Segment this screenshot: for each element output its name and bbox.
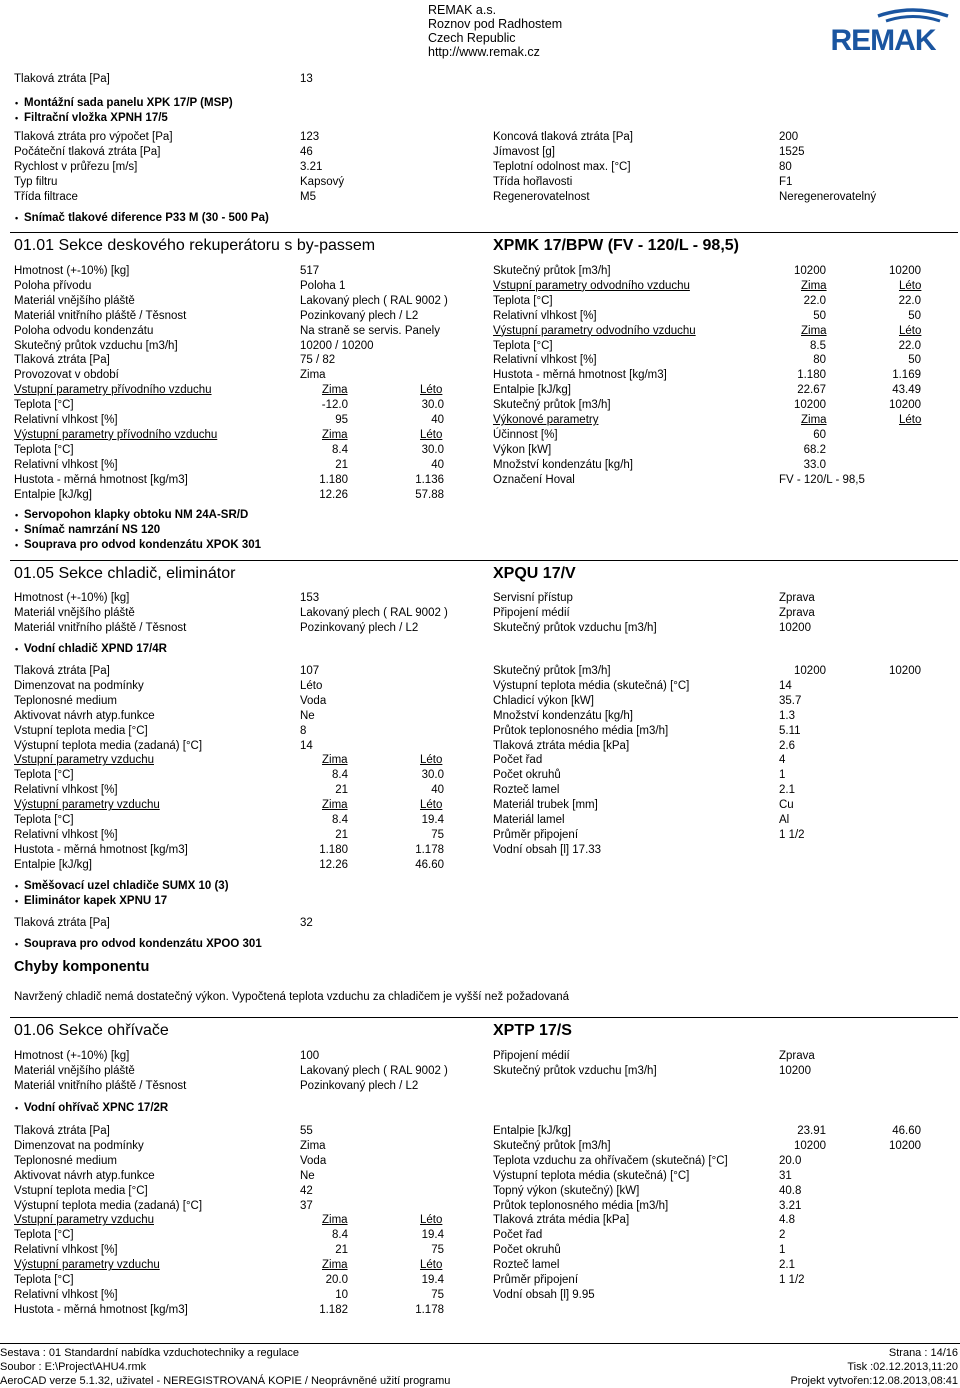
param-label: Materiál vnějšího pláště <box>14 606 135 619</box>
param-value: Poloha 1 <box>300 279 346 292</box>
filter-item: • Filtrační vložka XPNH 17/5 <box>24 111 168 125</box>
param-label: Průměr připojení <box>493 828 579 841</box>
summer-value: 19.4 <box>421 1274 444 1286</box>
winter-header: Zima <box>322 754 348 767</box>
summer-value: 22.0 <box>898 294 921 307</box>
filter-item: • Montážní sada panelu XPK 17/P (MSP) <box>24 96 233 110</box>
param-label: Skutečný průtok vzduchu [m3/h] <box>493 621 657 634</box>
summer-value: 19.4 <box>421 814 444 826</box>
summer-value: 75 <box>431 1288 444 1301</box>
footer-version: AeroCAD verze 5.1.32, uživatel - NEREGISTROVANÁ KOPIE / Neoprávněné užití programu <box>0 1375 451 1387</box>
param-label: Teplota [°C] <box>14 814 74 826</box>
param-value: 2.1 <box>779 1259 795 1272</box>
winter-value: 68.2 <box>803 443 826 456</box>
winter-value: 21 <box>335 828 348 841</box>
param-label: Vstupní teplota media [°C] <box>14 1184 148 1197</box>
param-value: 153 <box>300 592 320 604</box>
param-label: Provozovat v období <box>14 369 119 382</box>
param-value: 4.8 <box>779 1214 795 1227</box>
winter-header: Zima <box>322 384 348 397</box>
param-label: Počet okruhů <box>493 769 561 782</box>
param-value: 42 <box>300 1184 313 1197</box>
param-label: Vstupní teplota media [°C] <box>14 724 148 737</box>
param-value: 1.3 <box>779 709 795 722</box>
param-label: Teplota [°C] <box>14 769 74 782</box>
param-label: Materiál vnějšího pláště <box>14 294 135 307</box>
summer-value: 40 <box>431 458 444 471</box>
winter-value: 10200 <box>794 265 826 277</box>
param-value: 1 1/2 <box>779 1274 805 1286</box>
param-value: 75 / 82 <box>300 354 336 367</box>
param-value: 35.7 <box>779 694 802 707</box>
summer-value: 1.178 <box>415 1303 444 1316</box>
param-label: Teplota [°C] <box>493 339 553 352</box>
param-value: 10200 <box>779 621 811 634</box>
filter-param-label-2: Koncová tlaková ztráta [Pa] <box>493 131 633 143</box>
summer-value: 1.136 <box>415 473 444 486</box>
section-recuperator-title: 01.01 Sekce deskového rekuperátoru s by-passem <box>14 237 376 254</box>
param-value: Zprava <box>779 1050 815 1062</box>
cooler-item: • Vodní chladič XPND 17/4R <box>24 642 167 656</box>
winter-value: 95 <box>335 414 348 426</box>
winter-value: 22.67 <box>797 384 826 397</box>
param-value: 1 <box>779 1244 786 1257</box>
error-title: Chyby komponentu <box>14 959 150 975</box>
winter-value: -12.0 <box>321 399 348 412</box>
param-label: Hmotnost (+-10%) [kg] <box>14 1050 130 1062</box>
winter-header: Zima <box>322 799 348 812</box>
filter-param-label-2: Teplotní odolnost max. [°C] <box>493 160 631 173</box>
summer-header: Léto <box>899 324 922 337</box>
summer-value: 75 <box>431 1244 444 1257</box>
filter-param-value-2: F1 <box>779 175 793 188</box>
accessory-item: • Souprava pro odvod kondenzátu XPOO 301 <box>24 937 262 951</box>
logo-text: REMAK <box>830 24 936 54</box>
summer-value: 50 <box>908 354 921 367</box>
summer-header: Léto <box>420 428 443 441</box>
accessory-item: • Souprava pro odvod kondenzátu XPOK 301 <box>24 538 261 552</box>
param-label: Hustota - měrná hmotnost [kg/m3] <box>14 843 188 856</box>
param-label: Materiál vnějšího pláště <box>14 1064 135 1077</box>
filter-param-label: Typ filtru <box>14 175 58 188</box>
param-label: Relativní vlhkost [%] <box>14 414 118 426</box>
param-label: Skutečný průtok [m3/h] <box>493 665 611 677</box>
param-value: 517 <box>300 265 320 277</box>
param-value: 3.21 <box>779 1199 802 1212</box>
param-value: Pozinkovaný plech / L2 <box>300 1079 419 1092</box>
param-label: Skutečný průtok [m3/h] <box>493 1139 611 1152</box>
filter-param-value: 123 <box>300 131 320 143</box>
param-value: 8 <box>300 724 307 737</box>
param-label: Materiál lamel <box>493 814 565 826</box>
winter-value: 8.4 <box>332 814 348 826</box>
filter-param-label: Třída filtrace <box>14 190 78 203</box>
footer-page: Strana : 14/16 <box>888 1347 958 1359</box>
param-label: Množství kondenzátu [kg/h] <box>493 709 633 722</box>
param-value: Na straně se servis. Panely <box>300 324 440 337</box>
param-label: Teplota [°C] <box>493 294 553 307</box>
param-value: 2.1 <box>779 784 795 797</box>
param-label: Průtok teplonosného média [m3/h] <box>493 1199 669 1212</box>
company-name: REMAK a.s. <box>428 3 497 17</box>
param-value: Lakovaný plech ( RAL 9002 ) <box>300 294 448 307</box>
filter-param-label-2: Regenerovatelnost <box>493 190 590 203</box>
winter-value: 10200 <box>794 399 826 412</box>
param-label: Hustota - měrná hmotnost [kg/m3] <box>14 473 188 486</box>
summer-value: 30.0 <box>421 399 444 412</box>
summer-value: 50 <box>908 309 921 322</box>
accessory-item: • Směšovací uzel chladiče SUMX 10 (3) <box>24 879 229 893</box>
param-label: Relativní vlhkost [%] <box>493 354 597 367</box>
param-label: Entalpie [kJ/kg] <box>14 488 92 501</box>
param-value: Lakovaný plech ( RAL 9002 ) <box>300 1064 448 1077</box>
group-header: Vstupní parametry vzduchu <box>14 754 154 767</box>
param-value: 10200 / 10200 <box>300 339 374 352</box>
eliminator-pressure-label: Tlaková ztráta [Pa] <box>14 917 110 929</box>
summer-value: 30.0 <box>421 443 444 456</box>
param-value: Ne <box>300 709 315 722</box>
summer-value: 1.169 <box>892 369 921 382</box>
param-value: 4 <box>779 754 786 767</box>
param-label: Topný výkon (skutečný) [kW] <box>493 1184 640 1197</box>
group-header: Výstupní parametry vzduchu <box>14 1259 160 1272</box>
filter-param-value-2: 1525 <box>779 145 805 158</box>
filter-param-value-2: 80 <box>779 160 792 173</box>
param-label: Relativní vlhkost [%] <box>14 1288 118 1301</box>
winter-header: Zima <box>801 279 827 292</box>
accessory-item: • Snímač namrzání NS 120 <box>24 523 160 537</box>
winter-value: 50 <box>813 309 826 322</box>
sensor-item: • Snímač tlakové diference P33 M (30 - 500 Pa) <box>24 211 269 225</box>
group-header: Vstupní parametry vzduchu <box>14 1214 154 1227</box>
winter-header: Zima <box>322 1259 348 1272</box>
param-value: 14 <box>300 739 313 752</box>
param-label: Výkon [kW] <box>493 443 552 456</box>
param-value-2: 10200 <box>889 665 921 677</box>
winter-value: 21 <box>335 1244 348 1257</box>
param-label: Hustota - měrná hmotnost [kg/m3] <box>14 1303 188 1316</box>
param-label: Dimenzovat na podmínky <box>14 679 144 692</box>
param-value: 37 <box>300 1199 313 1212</box>
param-value: 100 <box>300 1050 320 1062</box>
winter-value: 8.4 <box>332 1229 348 1242</box>
param-value: Ne <box>300 1169 315 1182</box>
summer-header: Léto <box>899 279 922 292</box>
param-value-2: 46.60 <box>892 1125 921 1137</box>
filter-pressure-label: Tlaková ztráta [Pa] <box>14 73 110 85</box>
param-value: Pozinkovaný plech / L2 <box>300 621 419 634</box>
param-label: Výstupní teplota média (skutečná) [°C] <box>493 679 690 692</box>
param-label: Skutečný průtok vzduchu [m3/h] <box>493 1064 657 1077</box>
param-label: Teplota [°C] <box>14 443 74 456</box>
company-city: Roznov pod Radhostem <box>428 17 563 31</box>
summer-header: Léto <box>420 384 443 397</box>
footer <box>0 1343 960 1387</box>
param-label: Množství kondenzátu [kg/h] <box>493 458 633 471</box>
winter-value: 60 <box>813 428 826 441</box>
company-web[interactable]: http://www.remak.cz <box>428 45 540 59</box>
param-label: Relativní vlhkost [%] <box>14 458 118 471</box>
section-cooler-code: XPQU 17/V <box>493 565 576 582</box>
param-label: Teplota [°C] <box>14 1274 74 1286</box>
param-label: Hmotnost (+-10%) [kg] <box>14 265 130 277</box>
param-label: Tlaková ztráta [Pa] <box>14 1125 110 1137</box>
param-label: Účinnost [%] <box>493 428 558 441</box>
winter-value: 21 <box>335 784 348 797</box>
winter-value: 12.26 <box>319 858 348 871</box>
winter-value: 1.180 <box>319 473 348 486</box>
accessory-item: • Eliminátor kapek XPNU 17 <box>24 894 167 908</box>
filter-pressure-value: 13 <box>300 73 313 85</box>
param-label: Poloha odvodu kondenzátu <box>14 324 154 337</box>
param-value: Pozinkovaný plech / L2 <box>300 309 419 322</box>
param-label: Teplonosné medium <box>14 1154 117 1167</box>
summer-value: 40 <box>431 784 444 797</box>
param-value: Zima <box>300 369 326 382</box>
summer-value: 1.178 <box>415 843 444 856</box>
param-label: Tlaková ztráta [Pa] <box>14 354 110 367</box>
param-label: Počet řad <box>493 1229 543 1242</box>
filter-param-value: 46 <box>300 145 313 158</box>
param-label: Výstupní parametry odvodního vzduchu <box>493 324 696 337</box>
param-label: Aktivovat návrh atyp.funkce <box>14 709 155 722</box>
param-label: Teplota [°C] <box>14 1229 74 1242</box>
param-label: Entalpie [kJ/kg] <box>493 1125 571 1137</box>
winter-value: 1.180 <box>319 843 348 856</box>
param-label: Hustota - měrná hmotnost [kg/m3] <box>493 369 667 382</box>
summer-value: 10200 <box>889 399 921 412</box>
param-label: Materiál vnitřního pláště / Těsnost <box>14 1079 187 1092</box>
param-value: Lakovaný plech ( RAL 9002 ) <box>300 606 448 619</box>
param-label: Poloha přívodu <box>14 279 92 292</box>
summer-header: Léto <box>420 1259 443 1272</box>
param-label: Tlaková ztráta média [kPa] <box>493 1214 630 1227</box>
param-value-2: 10200 <box>889 1139 921 1152</box>
winter-value: 33.0 <box>803 458 826 471</box>
winter-value: 8.4 <box>332 769 348 782</box>
summer-value: 22.0 <box>898 339 921 352</box>
filter-param-value-2: Neregenerovatelný <box>779 190 877 203</box>
param-label: Teplota [°C] <box>14 399 74 412</box>
param-label: Dimenzovat na podmínky <box>14 1139 144 1152</box>
param-value: 31 <box>779 1169 792 1182</box>
section-recuperator-code: XPMK 17/BPW (FV - 120/L - 98,5) <box>493 237 739 254</box>
param-value: Zprava <box>779 592 815 604</box>
param-value: 40.8 <box>779 1184 802 1197</box>
summer-value: 19.4 <box>421 1229 444 1242</box>
param-label: Připojení médií <box>493 606 570 619</box>
param-value: Zima <box>300 1139 326 1152</box>
param-value: Cu <box>779 799 794 812</box>
param-value: Léto <box>300 679 323 692</box>
param-label: Rozteč lamel <box>493 1259 560 1272</box>
param-value: Zprava <box>779 606 815 619</box>
winter-value: 8.4 <box>332 443 348 456</box>
param-label: Skutečný průtok [m3/h] <box>493 399 611 412</box>
param-label: Tlaková ztráta média [kPa] <box>493 739 630 752</box>
param-label: Tlaková ztráta [Pa] <box>14 665 110 677</box>
footer-assembly: Sestava : 01 Standardní nabídka vzduchotechniky a regulace <box>0 1347 300 1359</box>
summer-value: 30.0 <box>421 769 444 782</box>
param-label: Relativní vlhkost [%] <box>14 784 118 797</box>
filter-param-label-2: Jímavost [g] <box>493 145 555 158</box>
winter-value: 10 <box>335 1288 348 1301</box>
param-label: Výkonové parametry <box>493 414 599 426</box>
param-label: Výstupní teplota média (skutečná) [°C] <box>493 1169 690 1182</box>
winter-value: 1.182 <box>319 1303 348 1316</box>
filter-param-value: 3.21 <box>300 160 323 173</box>
winter-value: 22.0 <box>803 294 826 307</box>
param-value: Voda <box>300 1154 327 1167</box>
param-label: Vstupní parametry odvodního vzduchu <box>493 279 690 292</box>
winter-value: 20.0 <box>325 1274 348 1286</box>
param-label: Entalpie [kJ/kg] <box>493 384 571 397</box>
footer-print-date: Tisk :02.12.2013,11:20 <box>847 1361 958 1373</box>
param-value: 2 <box>779 1229 786 1242</box>
winter-header: Zima <box>322 1214 348 1227</box>
param-label: Chladicí výkon [kW] <box>493 694 594 707</box>
param-label: Vodní obsah [l] 9.95 <box>493 1288 595 1301</box>
section-cooler-title: 01.05 Sekce chladič, eliminátor <box>14 565 236 582</box>
param-label: Počet okruhů <box>493 1244 561 1257</box>
footer-file: Soubor : E:\Project\AHU4.rmk <box>0 1361 147 1373</box>
summer-header: Léto <box>420 754 443 767</box>
param-label: Entalpie [kJ/kg] <box>14 858 92 871</box>
summer-value: 40 <box>431 414 444 426</box>
param-value: 55 <box>300 1125 313 1137</box>
summer-header: Léto <box>899 414 922 426</box>
winter-value: 80 <box>813 354 826 367</box>
filter-param-value-2: 200 <box>779 131 799 143</box>
param-value: 10200 <box>794 1139 826 1152</box>
param-label: Připojení médií <box>493 1050 570 1062</box>
filter-param-value: Kapsový <box>300 175 345 188</box>
param-label: Hmotnost (+-10%) [kg] <box>14 592 130 604</box>
param-label: Materiál trubek [mm] <box>493 799 598 812</box>
param-value: Al <box>779 814 790 826</box>
param-value: 14 <box>779 679 792 692</box>
winter-header: Zima <box>322 428 348 441</box>
winter-value: 12.26 <box>319 488 348 501</box>
param-label: Relativní vlhkost [%] <box>493 309 597 322</box>
param-value: Voda <box>300 694 327 707</box>
filter-param-label: Počáteční tlaková ztráta [Pa] <box>14 145 161 158</box>
param-label: Rozteč lamel <box>493 784 560 797</box>
param-label: Teplonosné medium <box>14 694 117 707</box>
param-label: Relativní vlhkost [%] <box>14 828 118 841</box>
param-label: Skutečný průtok vzduchu [m3/h] <box>14 339 178 352</box>
heater-item: • Vodní ohřívač XPNC 17/2R <box>24 1101 168 1115</box>
filter-param-value: M5 <box>300 190 316 203</box>
param-value: 5.11 <box>779 724 801 737</box>
section-heater-title: 01.06 Sekce ohřívače <box>14 1022 169 1039</box>
footer-created: Projekt vytvořen:12.08.2013,08:41 <box>790 1375 958 1387</box>
filter-param-label: Rychlost v průřezu [m/s] <box>14 160 138 173</box>
summer-header: Léto <box>420 1214 443 1227</box>
company-country: Czech Republic <box>428 31 516 45</box>
winter-value: 8.5 <box>810 339 826 352</box>
param-label: Vodní obsah [l] 17.33 <box>493 843 602 856</box>
remak-logo <box>808 6 958 54</box>
filter-param-label-2: Třída hořlavosti <box>493 175 573 188</box>
param-value: 1 <box>779 769 786 782</box>
summer-value: 10200 <box>889 265 921 277</box>
param-value: 20.0 <box>779 1154 802 1167</box>
param-label: Průměr připojení <box>493 1274 579 1286</box>
param-value: 23.91 <box>797 1125 826 1137</box>
param-label: Aktivovat návrh atyp.funkce <box>14 1169 155 1182</box>
param-label: Počet řad <box>493 754 543 767</box>
param-value: 1 1/2 <box>779 828 805 841</box>
param-label: Materiál vnitřního pláště / Těsnost <box>14 621 187 634</box>
param-label: Průtok teplonosného média [m3/h] <box>493 724 669 737</box>
summer-header: Léto <box>420 799 443 812</box>
accessory-item: • Servopohon klapky obtoku NM 24A-SR/D <box>24 508 248 522</box>
winter-value: 1.180 <box>797 369 826 382</box>
summer-value: 43.49 <box>892 384 921 397</box>
param-label: Teplota vzduchu za ohřívačem (skutečná) [°C] <box>493 1154 728 1167</box>
group-header: Výstupní parametry vzduchu <box>14 799 160 812</box>
eliminator-pressure-value: 32 <box>300 917 313 929</box>
section-heater-code: XPTP 17/S <box>493 1022 572 1039</box>
param-label: Relativní vlhkost [%] <box>14 1244 118 1257</box>
param-value: 107 <box>300 665 320 677</box>
filter-param-label: Tlaková ztráta pro výpočet [Pa] <box>14 131 173 143</box>
param-label: Výstupní teplota media (zadaná) [°C] <box>14 739 203 752</box>
param-label: Výstupní teplota media (zadaná) [°C] <box>14 1199 203 1212</box>
param-label: Skutečný průtok [m3/h] <box>493 265 611 277</box>
param-value: 10200 <box>779 1064 811 1077</box>
param-value: 10200 <box>794 665 826 677</box>
winter-header: Zima <box>801 414 827 426</box>
param-label: Servisní přístup <box>493 592 573 604</box>
group-header: Vstupní parametry přívodního vzduchu <box>14 384 212 397</box>
error-text: Navržený chladič nemá dostatečný výkon. Vypočtená teplota vzduchu za chladičem je vyšší než požadovaná <box>14 991 570 1003</box>
summer-value: 46.60 <box>415 858 444 871</box>
winter-header: Zima <box>801 324 827 337</box>
param-label: Označení Hoval <box>493 473 575 486</box>
param-label: Materiál vnitřního pláště / Těsnost <box>14 309 187 322</box>
summer-value: 57.88 <box>415 488 444 501</box>
group-header: Výstupní parametry přívodního vzduchu <box>14 428 218 441</box>
param-value: 2.6 <box>779 739 795 752</box>
winter-value: 21 <box>335 458 348 471</box>
summer-value: 75 <box>431 828 444 841</box>
param-value: FV - 120/L - 98,5 <box>779 473 865 486</box>
